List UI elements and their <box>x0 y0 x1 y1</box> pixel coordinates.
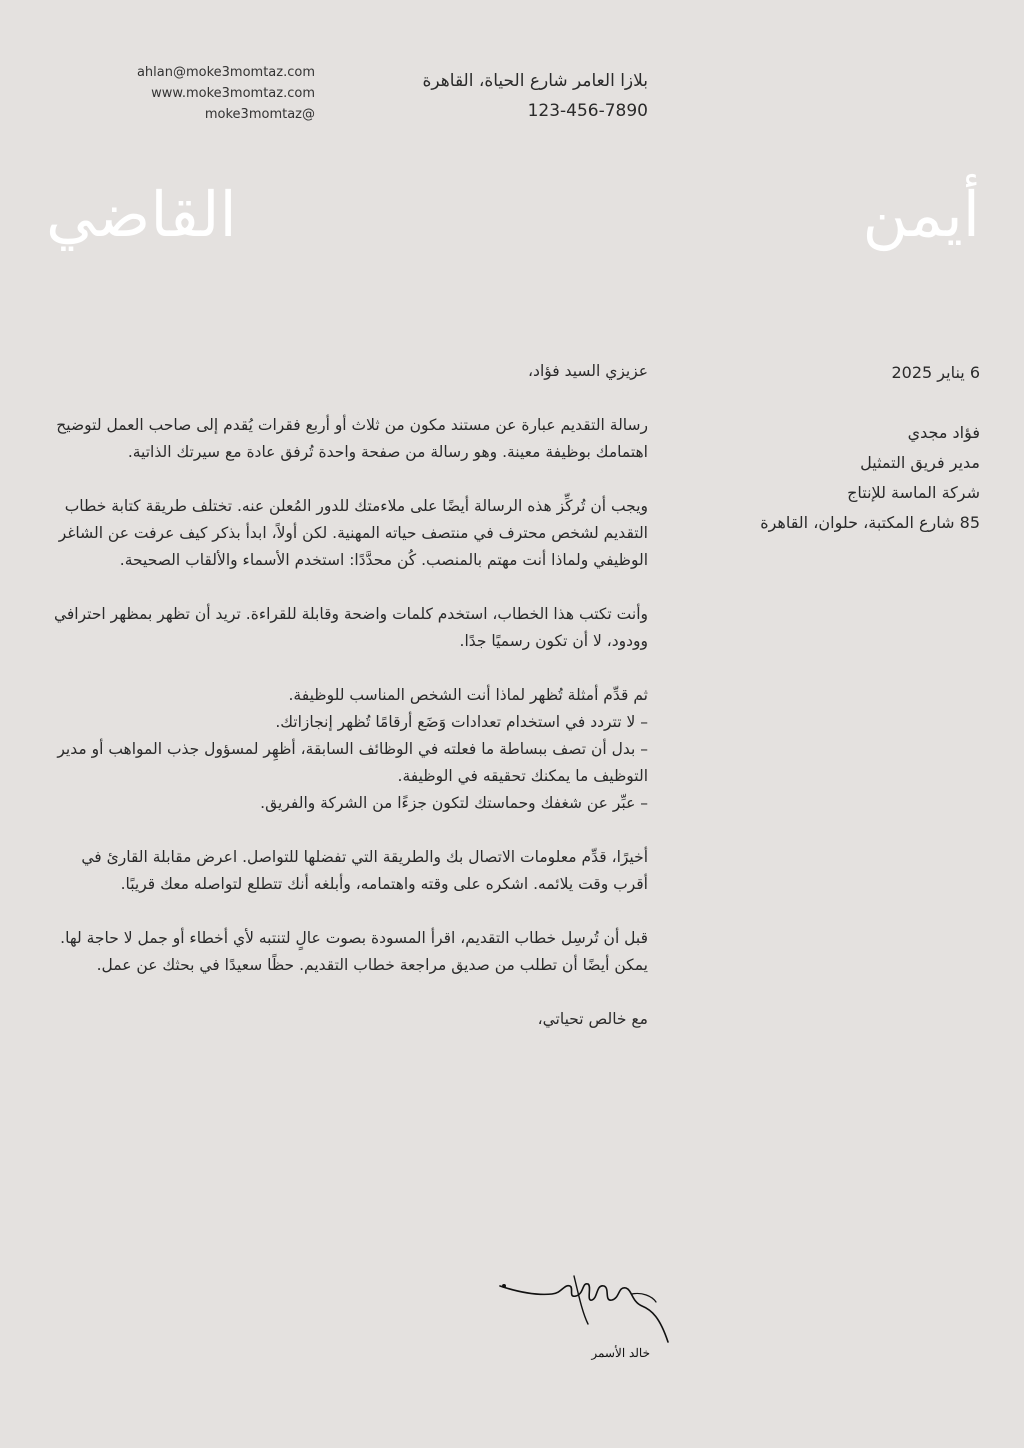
sender-address <box>360 66 648 126</box>
paragraph-2: ويجب أن تُركِّز هذه الرسالة أيضًا على ملاءمتك للدور المُعلن عنه. تختلف طريقة كتابة خطاب التقديم لشخص محترف في منتصف حياته المهنية. لكن أولاً، ابدأ بذكر كيف عرفت عن الشاغر الوظيفي ولماذا أنت مهتم بالمنصب. كُن محدَّدًا: استخدم الأسماء والألقاب الصحيحة. <box>58 497 648 569</box>
letter-body <box>50 358 648 1060</box>
recipient-address: 85 شارع المكتبة، حلوان، القاهرة <box>760 513 980 532</box>
list-item: – بدل أن تصف ببساطة ما فعلته في الوظائف السابقة، أظهِر لمسؤول جذب المواهب أو مدير التوظيف ما يمكنك تحقيقه في الوظيفة. <box>57 740 648 785</box>
signature-image <box>492 1272 682 1352</box>
list-item: – لا تتردد في استخدام تعدادات وَضَع أرقامًا تُظهر إنجازاتك. <box>275 713 648 731</box>
list-item: – عبِّر عن شغفك وحماستك لتكون جزءًا من الشركة والفريق. <box>260 794 648 812</box>
recipient-block <box>680 358 980 538</box>
address-line: بلازا العامر شارع الحياة، القاهرة <box>422 71 648 91</box>
signature-name: خالد الأسمر <box>591 1346 650 1360</box>
greeting: عزيزي السيد فؤاد، <box>528 362 648 380</box>
paragraph-4 <box>50 682 648 817</box>
last-name: القاضي <box>46 178 237 251</box>
paragraph-4-intro: ثم قدِّم أمثلة تُظهر لماذا أنت الشخص المناسب للوظيفة. <box>288 686 648 704</box>
phone-number: 123-456-7890 <box>527 101 648 121</box>
paragraph-1: رسالة التقديم عبارة عن مستند مكون من ثلاث أو أربع فقرات يُقدم إلى صاحب العمل لتوضيح اهتمامك بوظيفة معينة. وهو رسالة من صفحة واحدة تُرفق عادة مع سيرتك الذاتية. <box>56 416 648 461</box>
letter-date: 6 يناير 2025 <box>891 363 980 382</box>
website-link[interactable]: www.moke3momtaz.com <box>151 86 315 101</box>
paragraph-3: وأنت تكتب هذا الخطاب، استخدم كلمات واضحة وقابلة للقراءة. تريد أن تظهر بمظهر احترافي وودود، لا أن تكون رسميًا جدًا. <box>53 605 648 650</box>
contact-info <box>100 62 315 125</box>
closing: مع خالص تحياتي، <box>537 1010 648 1028</box>
email-link[interactable]: ahlan@moke3momtaz.com <box>136 65 315 80</box>
first-name: أيمن <box>862 178 980 251</box>
social-handle: moke3momtaz@ <box>204 107 315 122</box>
recipient-name: فؤاد مجدي <box>907 423 980 442</box>
paragraph-5: أخيرًا، قدِّم معلومات الاتصال بك والطريقة التي تفضلها للتواصل. اعرض مقابلة القارئ في أقرب وقت يلائمه. اشكره على وقته واهتمامه، وأبلغه أنك تتطلع لتواصله معك قريبًا. <box>81 848 648 893</box>
recipient-title: مدير فريق التمثيل <box>860 453 980 472</box>
recipient-company: شركة الماسة للإنتاج <box>847 483 980 502</box>
paragraph-6: قبل أن تُرسِل خطاب التقديم، اقرأ المسودة بصوت عالٍ لتنتبه لأي أخطاء أو جمل لا حاجة لها. يمكن أيضًا أن تطلب من صديق مراجعة خطاب التقديم. حظًا سعيدًا في بحثك عن عمل. <box>60 929 648 974</box>
